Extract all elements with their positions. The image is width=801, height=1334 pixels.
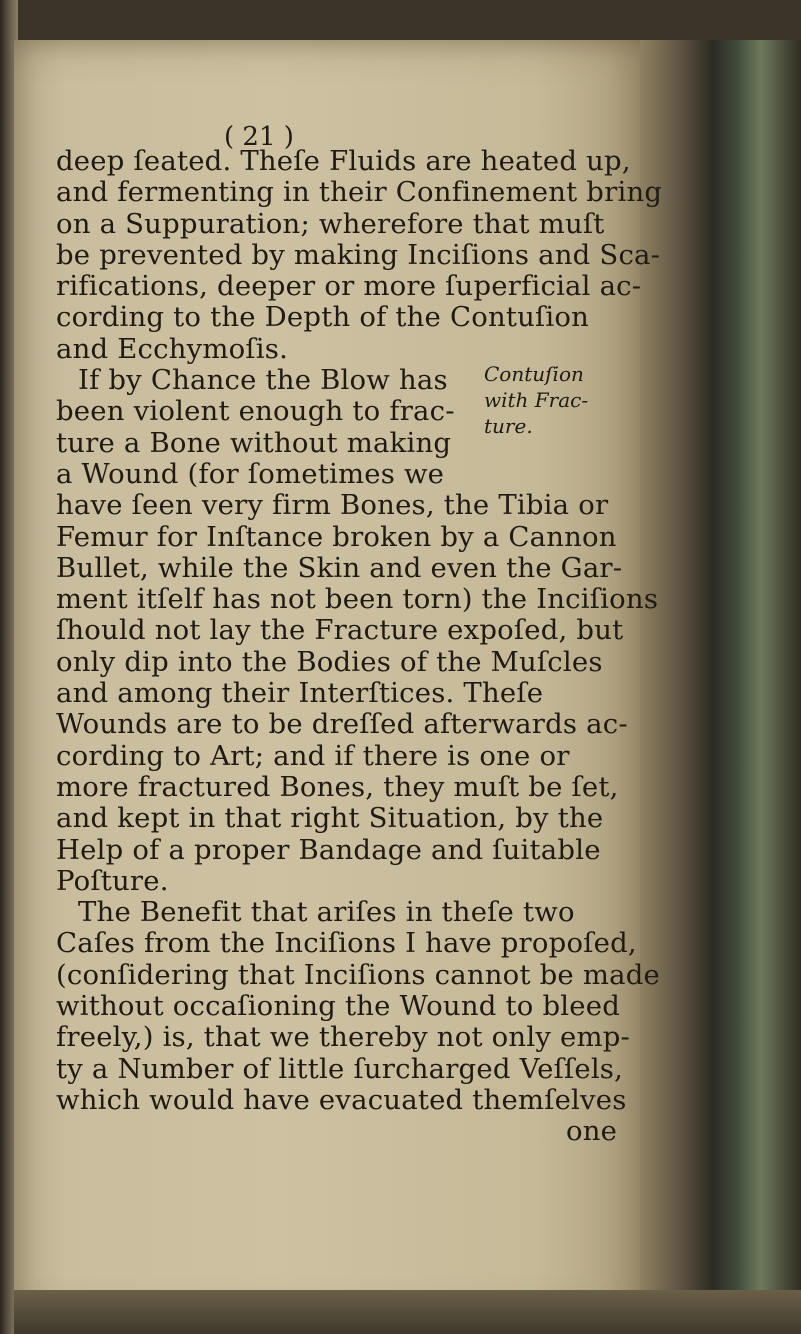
text-line: been violent enough to frac-	[56, 395, 455, 428]
text-line: more fractured Bones, they muſt be ſet,	[56, 770, 619, 803]
text-line: If by Chance the Blow has	[78, 364, 448, 397]
text-line: Femur for Inſtance broken by a Cannon	[56, 520, 617, 553]
text-line: Wounds are to be dreſſed afterwards ac-	[56, 708, 628, 741]
text-line: ſhould not lay the Fracture expoſed, but	[56, 614, 624, 647]
margin-note-line: Contuſion	[484, 362, 584, 386]
text-line: and Ecchymoſis.	[56, 332, 289, 365]
text-line: The Benefit that ariſes in theſe two	[78, 896, 575, 929]
page-bottom-edge	[14, 1290, 801, 1334]
page-number: ( 21 )	[224, 122, 294, 152]
text-line: ty a Number of little ſurcharged Veſſels,	[56, 1052, 624, 1085]
text-line: ment itſelf has not been torn) the Inciſions	[56, 583, 659, 616]
text-line: cording to Art; and if there is one or	[56, 739, 570, 772]
text-line: Bullet, while the Skin and even the Gar-	[56, 551, 623, 584]
catchword: one	[566, 1115, 618, 1148]
text-line: Caſes from the Inciſions I have propoſed,	[56, 927, 637, 960]
text-line: Help of a proper Bandage and ſuitable	[56, 833, 601, 866]
text-line: deep ſeated. Theſe Fluids are heated up,	[56, 145, 631, 177]
text-line: cording to the Depth of the Contuſion	[56, 301, 590, 334]
text-line: Poſture.	[56, 864, 169, 897]
text-line: rifications, deeper or more ſuperficial ac-	[56, 270, 642, 303]
text-line: and fermenting in their Confinement bring	[56, 176, 663, 209]
text-line: be prevented by making Inciſions and Sca-	[56, 238, 661, 271]
text-line: which would have evacuated themſelves	[56, 1083, 627, 1116]
margin-note-line: with Frac-	[484, 388, 589, 412]
text-line: without occaſioning the Wound to bleed	[56, 990, 621, 1023]
text-line: on a Suppuration; wherefore that muſt	[56, 207, 605, 240]
text-line: ture a Bone without making	[56, 426, 452, 459]
text-line: (conſidering that Inciſions cannot be made	[56, 958, 661, 991]
text-line: only dip into the Bodies of the Muſcles	[56, 645, 603, 678]
text-line: freely,) is, that we thereby not only emp-	[56, 1021, 631, 1054]
margin-note-line: ture.	[484, 414, 533, 438]
text-line: and kept in that right Situation, by the	[56, 802, 604, 835]
body-text	[56, 146, 666, 1148]
text-line: have ſeen very firm Bones, the Tibia or	[56, 489, 609, 522]
text-line: and among their Interſtices. Theſe	[56, 677, 544, 710]
text-line: a Wound (for ſometimes we	[56, 457, 445, 490]
